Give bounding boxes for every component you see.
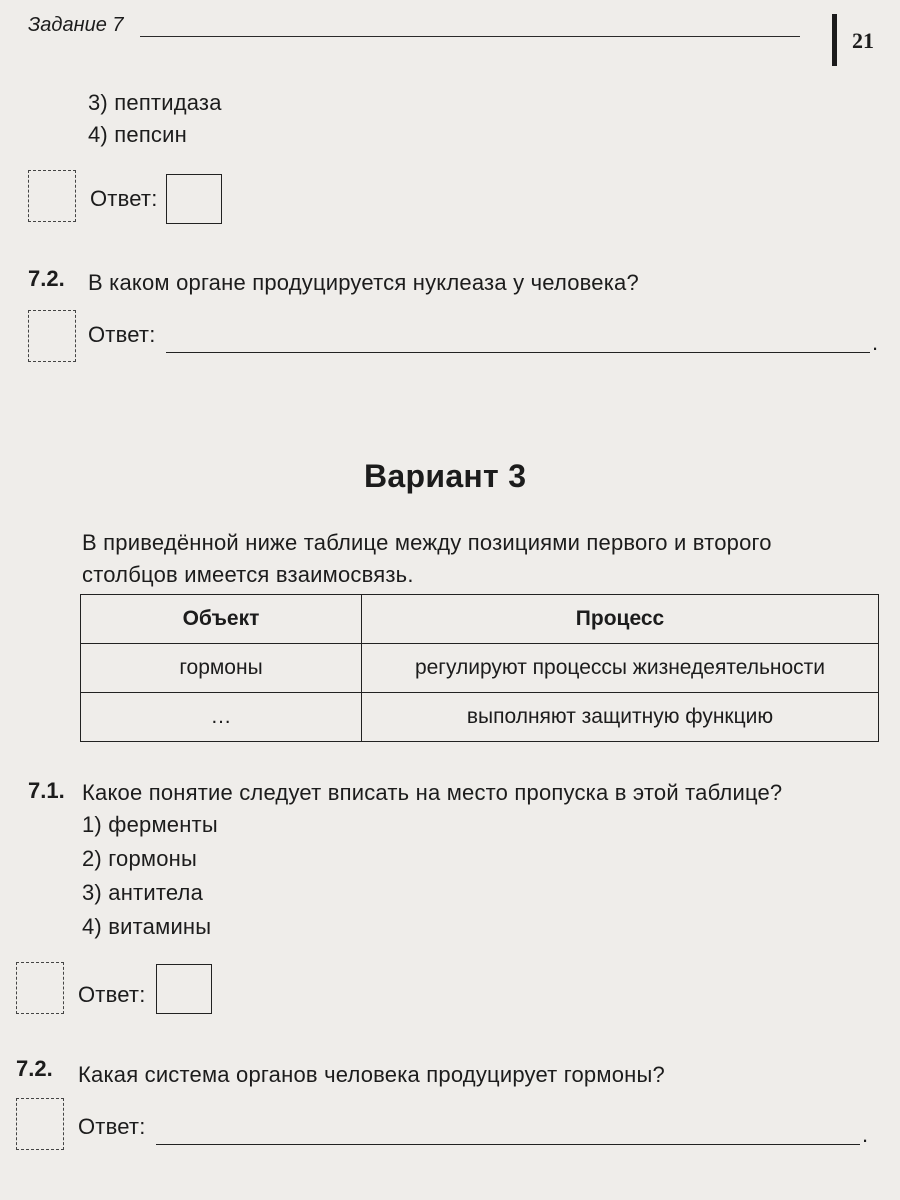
question-text: Какая система органов человека продуцирует гормоны? [78,1062,665,1087]
table-header-object: Объект [81,595,362,644]
table-header-row [81,595,879,644]
header-bar [832,14,837,66]
table-row [81,693,879,742]
table-cell-blank: … [81,693,362,742]
question-number: 7.2. [16,1056,53,1081]
option-3: 3) антитела [82,880,204,905]
score-box [28,170,76,222]
answer-box[interactable] [156,964,212,1014]
option-3: 3) пептидаза [88,90,222,115]
variant-heading: Вариант 3 [364,458,527,494]
answer-label: Ответ: [78,1114,146,1139]
intro-line-2: столбцов имеется взаимосвязь. [82,562,414,587]
question-text: В каком органе продуцируется нуклеаза у человека? [88,270,639,295]
line-end-dot: . [872,330,879,355]
table-cell: гормоны [81,644,362,693]
page-number: 21 [852,28,874,53]
header-rule [140,36,800,37]
score-box [16,1098,64,1150]
table-cell: регулируют процессы жизнедеятельности [362,644,879,693]
option-4: 4) пепсин [88,122,187,147]
option-2: 2) гормоны [82,846,198,871]
question-text: Какое понятие следует вписать на место пропуска в этой таблице? [82,780,783,805]
table-cell: выполняют защитную функцию [362,693,879,742]
answer-label: Ответ: [78,982,146,1007]
section-title: Задание 7 [28,14,124,36]
score-box [28,310,76,362]
line-end-dot: . [862,1122,869,1147]
answer-line[interactable] [156,1144,860,1145]
question-number: 7.2. [28,266,65,291]
answer-label: Ответ: [88,322,156,347]
intro-line-1: В приведённой ниже таблице между позициями первого и второго [82,530,772,555]
question-number: 7.1. [28,778,65,803]
answer-label: Ответ: [90,186,158,211]
relation-table [80,594,879,742]
score-box [16,962,64,1014]
table-row [81,644,879,693]
option-4: 4) витамины [82,914,212,939]
answer-box[interactable] [166,174,222,224]
option-1: 1) ферменты [82,812,218,837]
table-header-process: Процесс [362,595,879,644]
answer-line[interactable] [166,352,870,353]
